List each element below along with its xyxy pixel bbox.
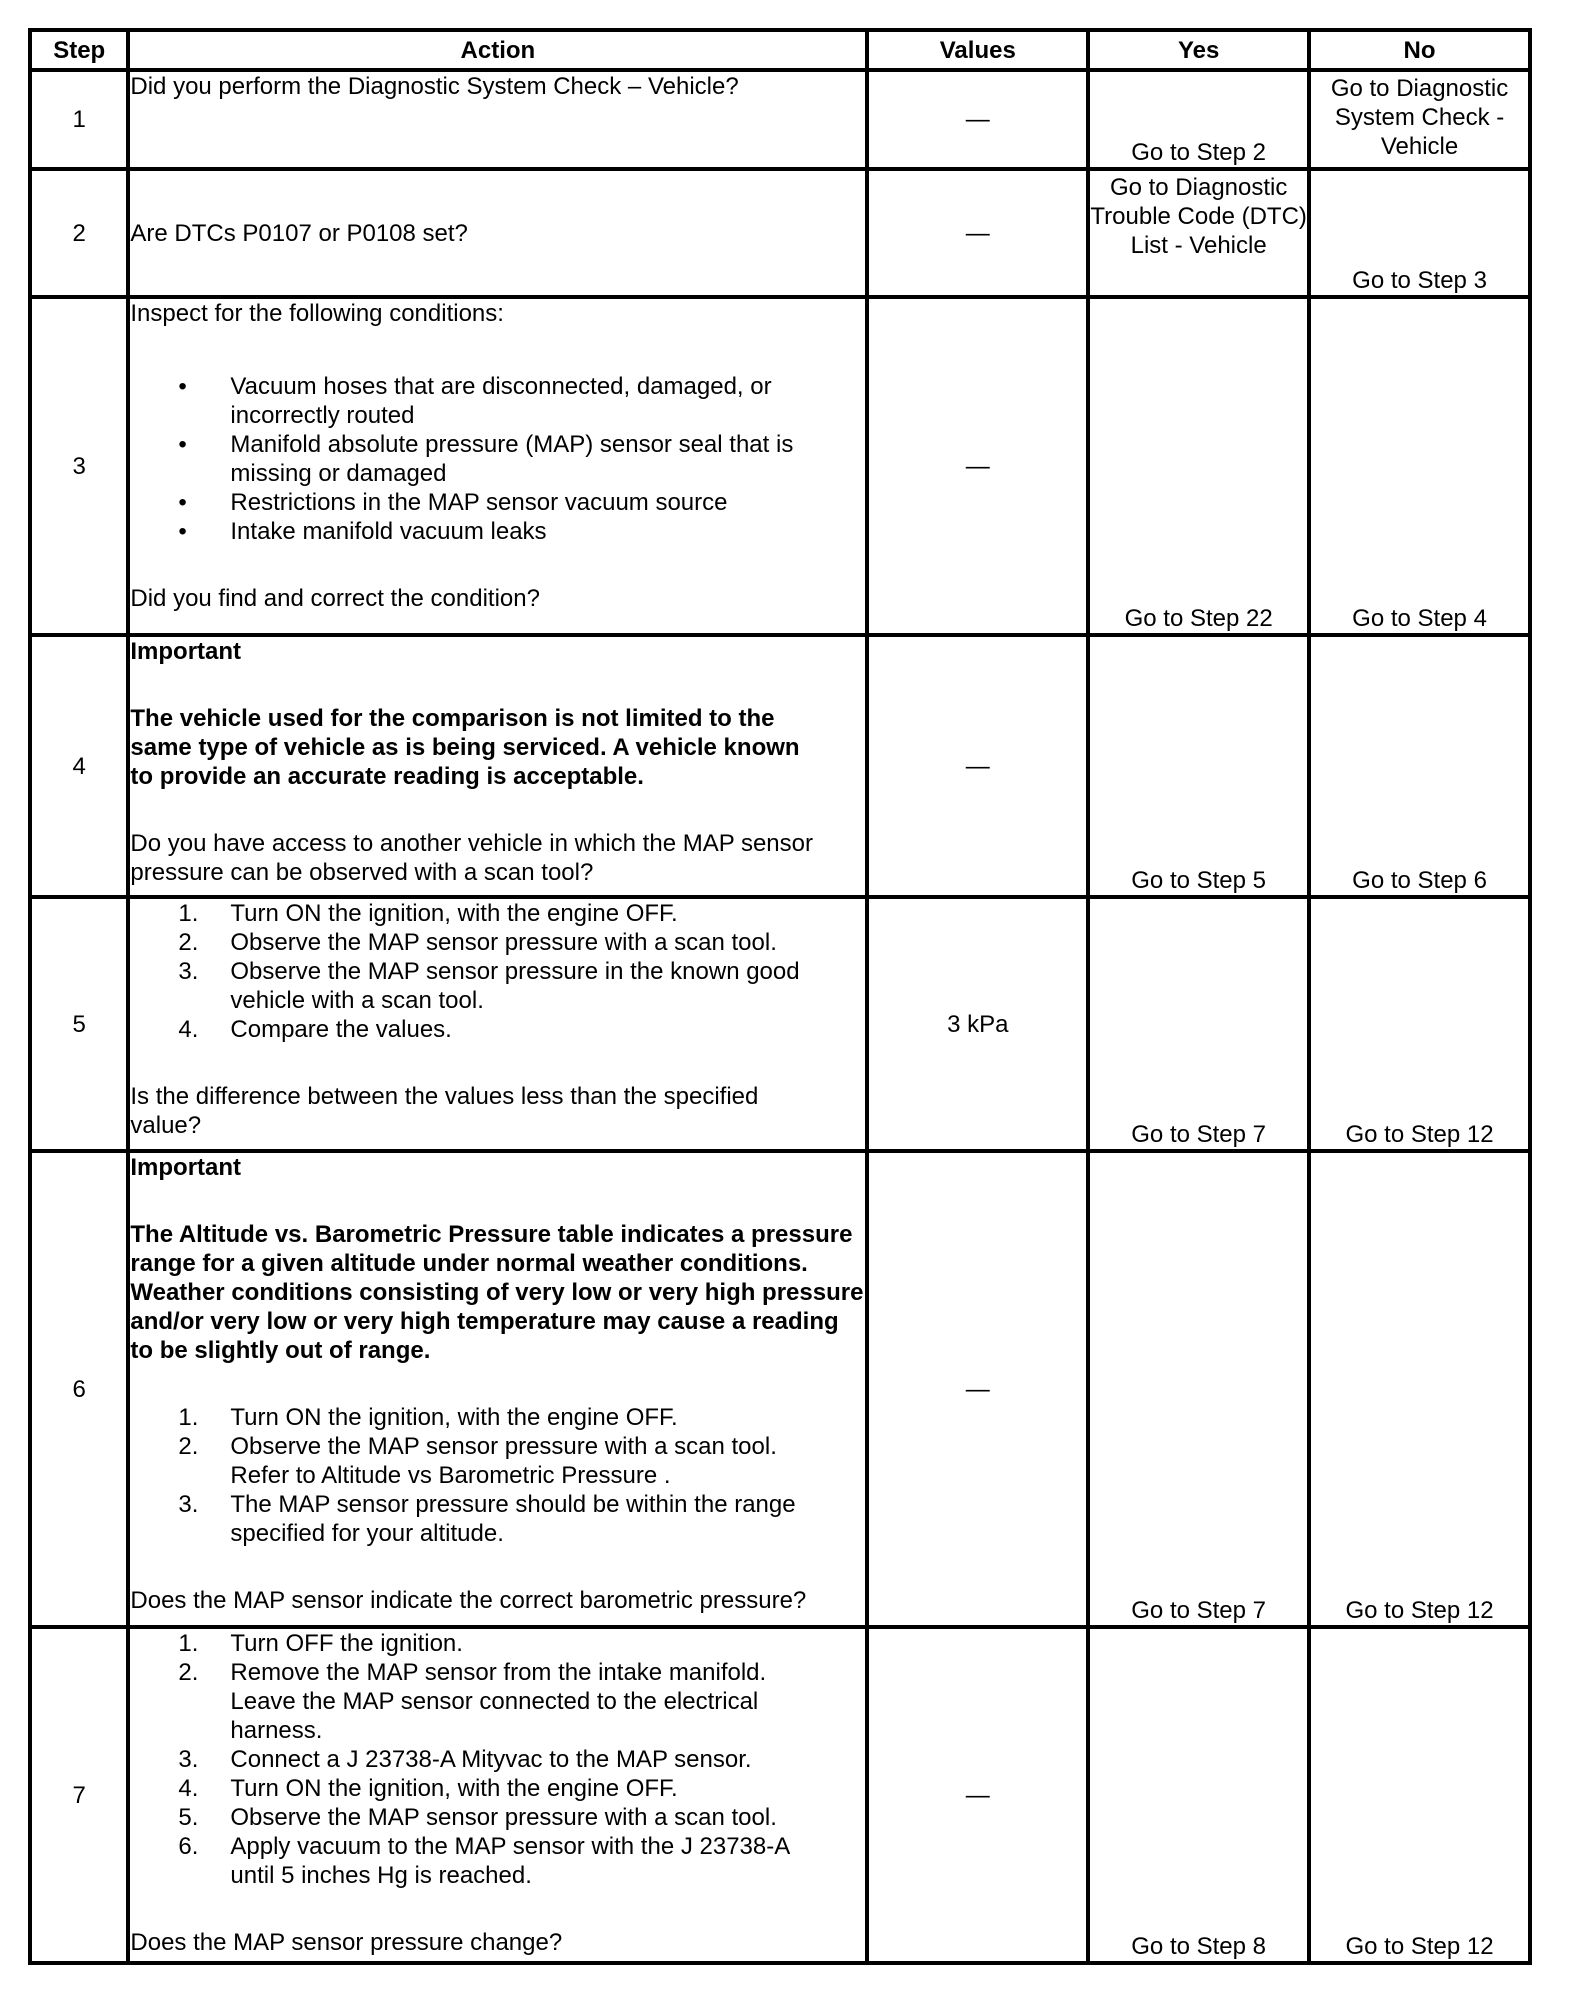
list-item: 3. Observe the MAP sensor pressure in the known good vehicle with a scan tool. bbox=[178, 958, 800, 1014]
condition-list bbox=[130, 372, 865, 546]
list-item: 1. Turn ON the ignition, with the engine OFF. bbox=[178, 900, 678, 927]
important-note: The Altitude vs. Barometric Pressure table indicates a pressure range for a given altitude under normal weather conditions. Weather conditions consisting of very low or very high pressure and/or very low or very high temperature may cause a reading to be slightly out of range. bbox=[130, 1221, 864, 1364]
list-item: • Manifold absolute pressure (MAP) sensor seal that is missing or damaged bbox=[130, 430, 865, 488]
no-cell: Go to Step 12 bbox=[1309, 897, 1530, 1151]
list-item: 1. Turn OFF the ignition. bbox=[178, 1630, 463, 1657]
no-cell: Go to Step 3 bbox=[1309, 169, 1530, 297]
values-cell bbox=[867, 70, 1088, 169]
list-item: 3. Connect a J 23738-A Mityvac to the MAP sensor. bbox=[178, 1746, 752, 1773]
list-item: 2. Remove the MAP sensor from the intake manifold. Leave the MAP sensor connected to the electrical harness. bbox=[178, 1659, 767, 1744]
header-values: Values bbox=[867, 30, 1088, 70]
no-cell: Go to Diagnostic System Check - Vehicle bbox=[1309, 70, 1530, 169]
list-item: 4. Compare the values. bbox=[178, 1016, 452, 1043]
yes-cell: Go to Step 7 bbox=[1088, 897, 1309, 1151]
action-question: Did you perform the Diagnostic System Check – Vehicle? bbox=[130, 73, 739, 100]
list-item: 2. Observe the MAP sensor pressure with a scan tool. Refer to Altitude vs Barometric Pressure . bbox=[178, 1433, 777, 1489]
value-dash: — bbox=[965, 219, 990, 247]
list-item: • Vacuum hoses that are disconnected, damaged, or incorrectly routed bbox=[130, 372, 865, 430]
table-row bbox=[30, 1627, 1530, 1963]
action-cell bbox=[128, 635, 867, 897]
values-cell bbox=[867, 169, 1088, 297]
list-item: • Intake manifold vacuum leaks bbox=[130, 517, 865, 546]
important-note: The vehicle used for the comparison is not limited to the same type of vehicle as is being serviced. A vehicle known to provide an accurate reading is acceptable. bbox=[130, 705, 800, 790]
value-dash: — bbox=[965, 106, 990, 133]
yes-cell: Go to Step 8 bbox=[1088, 1627, 1309, 1963]
procedure-list bbox=[130, 1629, 865, 1890]
table-row bbox=[30, 1151, 1530, 1627]
no-cell: Go to Step 12 bbox=[1309, 1151, 1530, 1627]
table-row bbox=[30, 169, 1530, 297]
action-question: Are DTCs P0107 or P0108 set? bbox=[130, 219, 468, 247]
action-intro: Inspect for the following conditions: bbox=[130, 300, 504, 327]
action-cell bbox=[128, 1627, 867, 1963]
no-cell: Go to Step 6 bbox=[1309, 635, 1530, 897]
step-number: 1 bbox=[30, 70, 128, 169]
header-action: Action bbox=[128, 30, 867, 70]
yes-cell: Go to Step 22 bbox=[1088, 297, 1309, 635]
value-dash: — bbox=[965, 1375, 990, 1403]
action-question: Does the MAP sensor pressure change? bbox=[130, 1929, 563, 1956]
value-dash: — bbox=[965, 452, 990, 480]
important-label: Important bbox=[130, 1154, 242, 1181]
step-number: 4 bbox=[30, 635, 128, 897]
step-number: 6 bbox=[30, 1151, 128, 1627]
list-item: 2. Observe the MAP sensor pressure with a scan tool. bbox=[178, 929, 777, 956]
values-cell: 3 kPa bbox=[867, 897, 1088, 1151]
procedure-list bbox=[130, 1403, 865, 1548]
header-no: No bbox=[1309, 30, 1530, 70]
list-item: 6. Apply vacuum to the MAP sensor with the J 23738-A until 5 inches Hg is reached. bbox=[178, 1833, 789, 1889]
table-row bbox=[30, 897, 1530, 1151]
yes-cell: Go to Step 2 bbox=[1088, 70, 1309, 169]
step-number: 7 bbox=[30, 1627, 128, 1963]
action-question: Is the difference between the values less than the specified value? bbox=[130, 1083, 759, 1139]
header-step: Step bbox=[30, 30, 128, 70]
list-item: 1. Turn ON the ignition, with the engine OFF. bbox=[178, 1404, 678, 1431]
yes-cell: Go to Diagnostic Trouble Code (DTC) List - Vehicle bbox=[1088, 169, 1309, 297]
action-cell bbox=[128, 297, 867, 635]
important-label: Important bbox=[130, 638, 242, 665]
table-row bbox=[30, 297, 1530, 635]
header-yes: Yes bbox=[1088, 30, 1309, 70]
no-cell: Go to Step 4 bbox=[1309, 297, 1530, 635]
action-cell bbox=[128, 70, 867, 169]
list-item: 5. Observe the MAP sensor pressure with a scan tool. bbox=[178, 1804, 777, 1831]
value-dash: — bbox=[965, 1781, 990, 1809]
header-row bbox=[30, 30, 1530, 70]
yes-cell: Go to Step 7 bbox=[1088, 1151, 1309, 1627]
values-cell bbox=[867, 1627, 1088, 1963]
no-cell: Go to Step 12 bbox=[1309, 1627, 1530, 1963]
yes-cell: Go to Step 5 bbox=[1088, 635, 1309, 897]
action-cell bbox=[128, 169, 867, 297]
step-number: 5 bbox=[30, 897, 128, 1151]
values-cell bbox=[867, 635, 1088, 897]
list-item: 4. Turn ON the ignition, with the engine OFF. bbox=[178, 1775, 678, 1802]
diagnostic-table bbox=[28, 28, 1532, 1965]
action-question: Did you find and correct the condition? bbox=[130, 585, 540, 612]
value-dash: — bbox=[965, 752, 990, 780]
step-number: 3 bbox=[30, 297, 128, 635]
table-row bbox=[30, 635, 1530, 897]
action-question: Does the MAP sensor indicate the correct barometric pressure? bbox=[130, 1587, 807, 1614]
action-cell bbox=[128, 1151, 867, 1627]
list-item: • Restrictions in the MAP sensor vacuum source bbox=[130, 488, 865, 517]
list-item: 3. The MAP sensor pressure should be within the range specified for your altitude. bbox=[178, 1491, 796, 1547]
action-cell bbox=[128, 897, 867, 1151]
table-row bbox=[30, 70, 1530, 169]
step-number: 2 bbox=[30, 169, 128, 297]
action-question: Do you have access to another vehicle in which the MAP sensor pressure can be observed with a scan tool? bbox=[130, 830, 813, 886]
values-cell bbox=[867, 1151, 1088, 1627]
values-cell bbox=[867, 297, 1088, 635]
procedure-list bbox=[130, 899, 865, 1044]
